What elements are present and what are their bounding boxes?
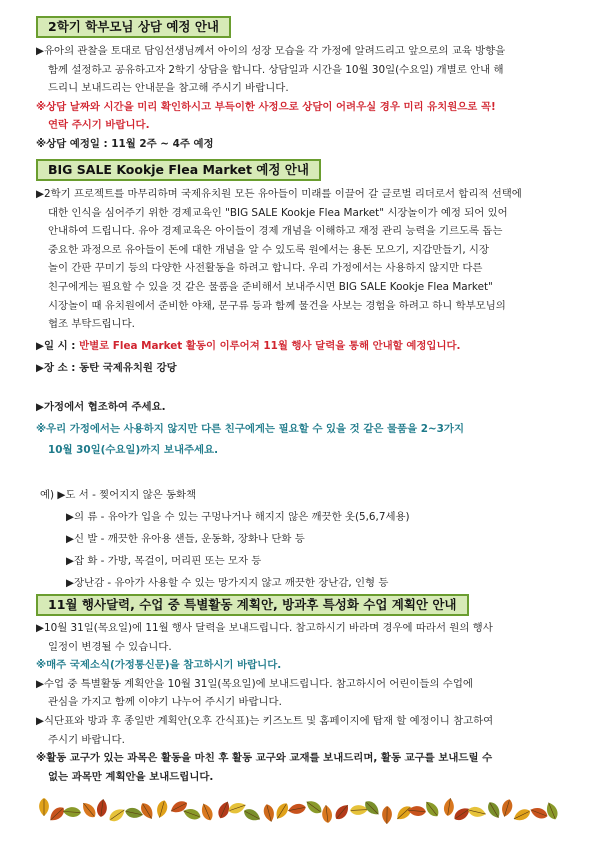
date-value: 반별로 Flea Market 활동이 이루어져 11월 행사 달력을 통해 안내할 예정입니다.	[79, 339, 461, 352]
flea-market-paragraph-line: ▶2학기 프로젝트를 마무리하며 국제유치원 모든 유아들이 미래를 이끌어 갈 글로벌 리더로서 합리적 선택에	[36, 188, 522, 200]
section-title-counseling: 2학기 학부모님 상담 예정 안내	[36, 16, 231, 38]
flea-market-place	[36, 359, 568, 378]
flea-market-paragraph-line: 친구에게는 필요할 수 있을 것 같은 물품을 준비해서 보내주시면 BIG SALE Kookje Flea Market"	[48, 280, 493, 293]
flea-market-paragraph-line: 놀이 간판 꾸미기 등의 다양한 사전활동을 하려고 합니다. 우리 가정에서는 사용하지 않지만 다른	[48, 262, 483, 275]
calendar-line: ▶10월 31일(목요일)에 11월 행사 달력을 보내드립니다. 참고하시기 바라며 경우에 따라서 원의 행사	[36, 622, 493, 634]
menu-plan-line: ▶식단표와 방과 후 종일반 계획안(오후 간식표)는 키즈노트 및 홈페이지에 탑재 할 예정이니 참고하여	[36, 714, 494, 727]
section-title-november-plans: 11월 행사달력, 수업 중 특별활동 계획안, 방과후 특성화 수업 계획안 안내	[36, 594, 469, 616]
place-label: ▶장 소 :	[36, 362, 80, 375]
counseling-paragraph-line: ▶유아의 관찰을 토대로 담임선생님께서 아이의 성장 모습을 각 가정에 알려드리고 앞으로의 교육 방향을	[36, 45, 506, 57]
example-item-toys: ▶장난감 - 유아가 사용할 수 있는 망가지지 않고 깨끗한 장난감, 인형 등	[66, 577, 389, 589]
weekly-news-notice: ※매주 국제소식(가정통신문)을 참고하시기 바랍니다.	[36, 659, 282, 672]
autumn-leaves-border	[38, 796, 568, 826]
flea-market-paragraph-line: 중요한 과정으로 유아들이 돈에 대한 개념을 알 수 있도록 원에서는 용돈 모으기, 지갑만들기, 시장	[48, 243, 489, 256]
materials-notice-line: ※활동 교구가 있는 과목은 활동을 마친 후 활동 교구와 교재를 보내드리며, 활동 교구를 보내드릴 수	[36, 752, 493, 765]
coop-heading: ▶가정에서 협조하여 주세요.	[36, 400, 166, 413]
place-value: 동탄 국제유치원 강당	[79, 362, 177, 375]
flea-market-date	[36, 337, 568, 356]
section-body-flea-market	[36, 185, 568, 460]
example-item-books: 예) ▶도 서 - 찢어지지 않은 동화책	[40, 489, 197, 501]
special-activity-line: 관심을 가지고 함께 이야기 나누어 주시기 바랍니다.	[48, 696, 282, 709]
flea-market-paragraph-line: 대한 인식을 심어주기 위한 경제교육인 "BIG SALE Kookje Flea Market" 시장놀이가 예정 되어 있어	[48, 206, 508, 219]
section-title-flea-market: BIG SALE Kookje Flea Market 예정 안내	[36, 159, 321, 181]
example-item-shoes: ▶신 발 - 깨끗한 유아용 샌들, 운동화, 장화나 단화 등	[66, 533, 305, 545]
counseling-schedule: ※상담 예정일 : 11월 2주 ~ 4주 예정	[36, 137, 214, 150]
flea-market-paragraph-line: 협조 부탁드립니다.	[48, 318, 135, 331]
coop-notice-line: ※우리 가정에서는 사용하지 않지만 다른 친구에게는 필요할 수 있을 것 같은 물품을 2~3가지	[36, 422, 464, 435]
flea-market-paragraph-line: 시장놀이 때 유치원에서 준비한 야채, 문구류 등과 함께 물건을 사보는 경험을 하려고 하니 학부모님의	[48, 299, 506, 312]
menu-plan-line: 주시기 바랍니다.	[48, 733, 125, 746]
section-body-november-plans	[36, 619, 568, 786]
calendar-line: 일정이 변경될 수 있습니다.	[48, 640, 172, 653]
counseling-notice-line: ※상담 날짜와 시간을 미리 확인하시고 부득이한 사정으로 상담이 어려우실 경우 미리 유치원으로 꼭!	[36, 100, 496, 113]
date-label: ▶일 시 :	[36, 339, 80, 352]
coop-notice-line: 10월 30일(수요일)까지 보내주세요.	[48, 444, 219, 457]
example-item-accessories: ▶잡 화 - 가방, 목걸이, 머리핀 또는 모자 등	[66, 555, 262, 567]
counseling-paragraph-line: 드리니 보내드리는 안내문을 참고해 주시기 바랍니다.	[48, 82, 289, 95]
counseling-paragraph-line: 함께 설정하고 공유하고자 2학기 상담을 합니다. 상담일과 시간을 10월 30일(수요일) 개별로 안내 해	[48, 63, 504, 76]
materials-notice-line: 없는 과목만 계획안을 보내드립니다.	[48, 770, 214, 783]
special-activity-line: ▶수업 중 특별활동 계획안을 10월 31일(목요일)에 보내드립니다. 참고하시어 어린이들의 수업에	[36, 677, 473, 690]
flea-market-paragraph-line: 안내하여 드립니다. 유아 경제교육은 아이들이 경제 개념을 이해하고 재정 관리 능력을 기르도록 돕는	[48, 225, 503, 238]
example-item-clothes: ▶의 류 - 유아가 입을 수 있는 구멍나거나 해지지 않은 깨끗한 옷(5,6,7세용)	[66, 511, 410, 523]
counseling-notice-line: 연락 주시기 바랍니다.	[48, 119, 150, 132]
section-body-counseling	[36, 42, 568, 154]
